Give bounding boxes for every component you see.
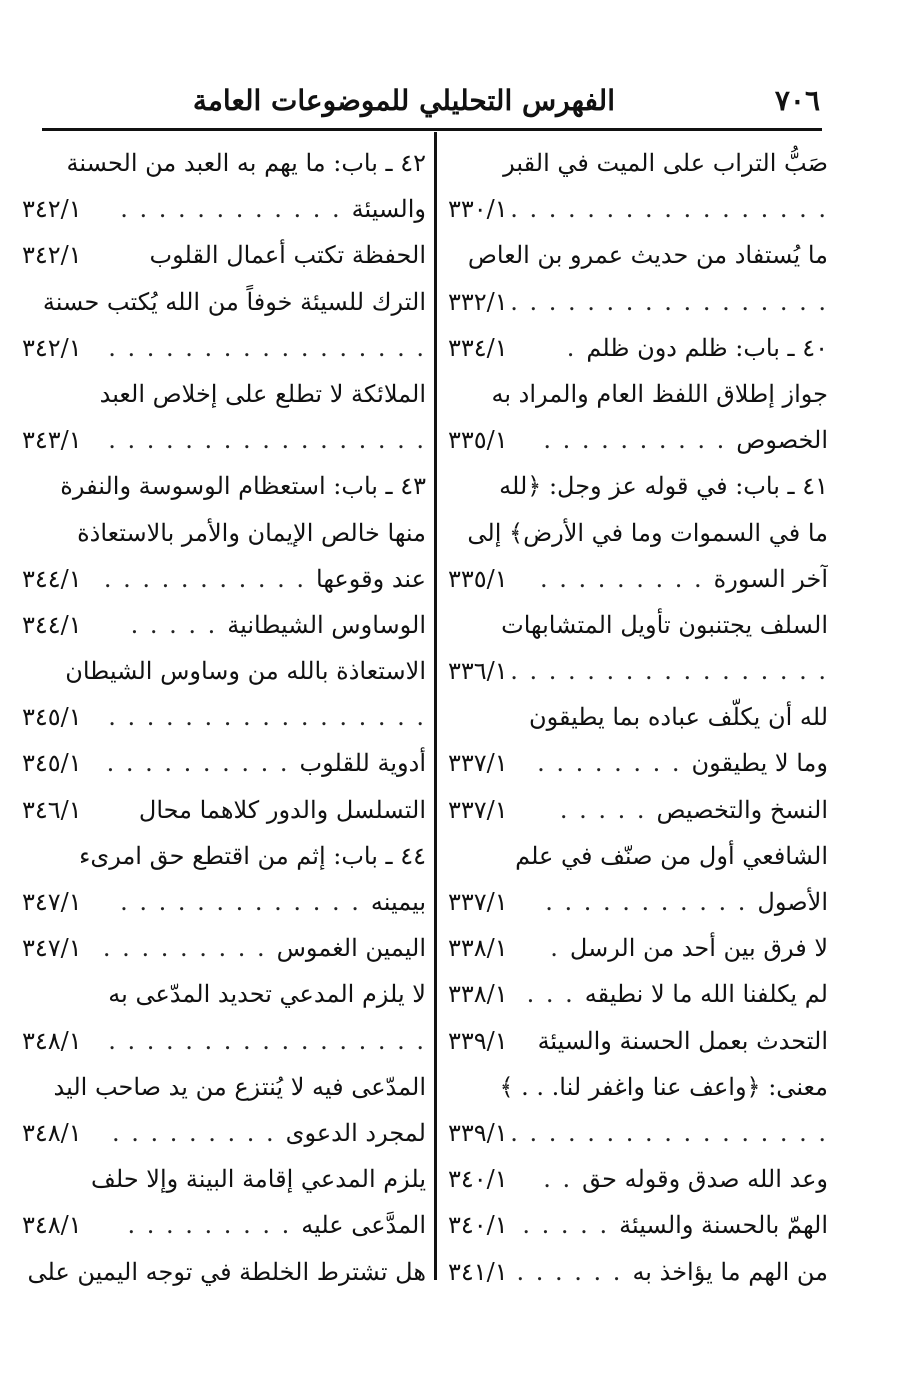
index-entry xyxy=(448,648,828,694)
index-entry xyxy=(22,417,426,463)
index-entry xyxy=(448,232,828,278)
page-reference: ٣٤٥/١ xyxy=(22,749,82,778)
entry-text: لم يكلفنا الله ما لا نطيقه xyxy=(584,980,828,1009)
index-entry xyxy=(448,1156,828,1202)
index-entry xyxy=(448,279,828,325)
leader-dots: . . . . . . . . . . . xyxy=(545,888,748,916)
entry-text: أدوية للقلوب xyxy=(299,749,426,778)
index-entry xyxy=(22,787,426,833)
leader-dots: . xyxy=(566,333,577,362)
page-reference: ٣٤٧/١ xyxy=(22,934,82,963)
leader-dots: . . . . . . . . . . . . . . . . . xyxy=(510,1118,828,1147)
index-entry xyxy=(448,602,828,648)
entry-text: اليمين الغموس xyxy=(276,934,426,963)
entry-text: النسخ والتخصيص xyxy=(656,795,828,824)
index-entry xyxy=(22,371,426,417)
entry-text: التسلسل والدور كلاهما محال xyxy=(138,795,426,824)
page-reference: ٣٣٢/١ xyxy=(448,287,508,316)
index-entry xyxy=(22,971,426,1017)
entry-text: السلف يجتنبون تأويل المتشابهات xyxy=(501,610,828,639)
index-entry xyxy=(22,648,426,694)
leader-dots: . . . . . . xyxy=(516,1257,623,1286)
leader-dots: . . . . . xyxy=(559,795,647,824)
leader-dots: . . . . . . . . . . . . . . . . . xyxy=(108,426,426,455)
page-reference: ٣٣٧/١ xyxy=(448,888,508,916)
entry-text: ٤٤ ـ باب: إثم من اقتطع حق امرىء xyxy=(79,841,426,870)
entry-text: وما لا يطيقون xyxy=(691,749,828,778)
page-reference: ٣٤٣/١ xyxy=(22,426,82,455)
page-reference: ٣٣٧/١ xyxy=(448,795,508,824)
entry-text: من الهم ما يؤاخذ به xyxy=(632,1257,828,1286)
index-entry xyxy=(448,463,828,509)
page-reference: ٣٤٠/١ xyxy=(448,1211,508,1240)
entry-text: يلزم المدعي إقامة البينة وإلا حلف xyxy=(91,1165,426,1194)
index-entry xyxy=(22,140,426,186)
entry-text: آخر السورة xyxy=(713,564,828,593)
page-reference: ٣٣٤/١ xyxy=(448,333,508,362)
leader-dots: . . . . . . . . . xyxy=(127,1211,292,1240)
entry-text: ما يُستفاد من حديث عمرو بن العاص xyxy=(467,241,828,270)
index-entry xyxy=(448,556,828,602)
index-entry xyxy=(448,833,828,879)
index-entry xyxy=(22,694,426,740)
page-reference: ٣٤٨/١ xyxy=(22,1118,82,1147)
index-entry xyxy=(22,186,426,232)
left-column xyxy=(22,140,426,1295)
entry-text: ٤١ ـ باب: في قوله عز وجل: ﴿لله xyxy=(499,472,828,501)
index-entry xyxy=(22,232,426,278)
entry-text: لمجرد الدعوى xyxy=(285,1118,426,1147)
page-reference: ٣٤٦/١ xyxy=(22,795,82,824)
page-reference: ٣٤٢/١ xyxy=(22,241,82,270)
column-divider xyxy=(434,132,437,1280)
page-reference: ٣٣٦/١ xyxy=(448,657,508,686)
page-reference: ٣٣٩/١ xyxy=(448,1118,508,1147)
leader-dots: . . . . . . . . . . . . xyxy=(120,195,342,224)
leader-dots: . . . . . . . . . xyxy=(111,1118,276,1147)
entry-text: المدَّعى عليه xyxy=(301,1211,426,1240)
index-entry xyxy=(22,1064,426,1110)
entry-text: الاستعاذة بالله من وساوس الشيطان xyxy=(65,657,426,686)
page-reference: ٣٣٠/١ xyxy=(448,195,508,224)
entry-text: ٤٢ ـ باب: ما يهم به العبد من الحسنة xyxy=(66,149,426,177)
entry-text: الأصول xyxy=(757,888,828,916)
entry-text: جواز إطلاق اللفظ العام والمراد به xyxy=(491,379,828,408)
page-header xyxy=(40,78,820,128)
page-reference: ٣٤٨/١ xyxy=(22,1026,82,1055)
index-entry xyxy=(448,971,828,1017)
leader-dots: . . . . . . . . . . xyxy=(106,749,290,778)
leader-dots: . . . . . . . . xyxy=(537,749,682,778)
leader-dots: . . . . . . . . . . . . . . . . . xyxy=(108,1026,426,1055)
leader-dots: . . . . . . . . . . . xyxy=(103,564,307,593)
index-entry xyxy=(22,602,426,648)
leader-dots: . . . . . . . . . . . . . xyxy=(120,888,361,916)
page-number: ٧٠٦ xyxy=(774,84,820,117)
page-reference: ٣٣٥/١ xyxy=(448,426,508,455)
index-entry xyxy=(448,186,828,232)
index-entry xyxy=(448,1202,828,1248)
page-reference: ٣٤٨/١ xyxy=(22,1211,82,1240)
entry-text: الحفظة تكتب أعمال القلوب xyxy=(149,241,426,270)
index-entry xyxy=(448,371,828,417)
entry-text: الملائكة لا تطلع على إخلاص العبد xyxy=(99,379,426,408)
page-reference: ٣٣٧/١ xyxy=(448,749,508,778)
leader-dots: . . . . . . . . . . . . . . . . . xyxy=(510,195,828,224)
index-entry xyxy=(448,879,828,925)
entry-text: الترك للسيئة خوفاً من الله يُكتب حسنة xyxy=(42,287,426,316)
index-entry xyxy=(22,1018,426,1064)
entry-text: ٤٣ ـ باب: استعظام الوسوسة والنفرة xyxy=(60,472,426,501)
leader-dots: . . . . . . . . . . xyxy=(543,426,727,455)
page-reference: ٣٤٠/١ xyxy=(448,1165,508,1194)
index-entry xyxy=(448,925,828,971)
entry-text: لا يلزم المدعي تحديد المدّعى به xyxy=(108,980,426,1009)
entry-text: التحدث بعمل الحسنة والسيئة xyxy=(537,1026,828,1055)
index-entry xyxy=(448,510,828,556)
leader-dots: . . . . . xyxy=(130,610,218,639)
index-entry xyxy=(22,1249,426,1295)
leader-dots: . . . . . . . . . . . . . . . . . xyxy=(510,657,828,686)
index-entry xyxy=(22,1202,426,1248)
leader-dots: . . . . . . . . . . . . . . . . . xyxy=(510,287,828,316)
index-entry xyxy=(448,694,828,740)
index-entry xyxy=(22,510,426,556)
index-entry xyxy=(448,787,828,833)
page-reference: ٣٣٨/١ xyxy=(448,980,508,1009)
leader-dots: . . . . . . . . . xyxy=(539,564,704,593)
index-entry xyxy=(448,1110,828,1156)
entry-text: ما في السموات وما في الأرض﴾ إلى xyxy=(467,518,828,547)
entry-text: الهمّ بالحسنة والسيئة xyxy=(619,1211,828,1240)
leader-dots: . xyxy=(550,934,560,963)
entry-text: ٤٠ ـ باب: ظلم دون ظلم xyxy=(586,333,828,362)
index-entry xyxy=(22,556,426,602)
right-column xyxy=(448,140,828,1295)
entry-text: عند وقوعها xyxy=(316,564,426,593)
page-reference: ٣٤٥/١ xyxy=(22,703,82,732)
index-entry xyxy=(448,1064,828,1110)
page-reference: ٣٤٤/١ xyxy=(22,564,82,593)
leader-dots: . . . . . . . . . xyxy=(102,934,267,963)
entry-text: الخصوص xyxy=(736,426,828,455)
index-entry xyxy=(448,417,828,463)
page-reference: ٣٤٤/١ xyxy=(22,610,82,639)
entry-text: الشافعي أول من صنّف في علم xyxy=(515,841,828,870)
leader-dots: . . . xyxy=(526,980,575,1009)
index-entry xyxy=(22,1156,426,1202)
header-rule xyxy=(42,128,822,131)
page-reference: ٣٣٥/١ xyxy=(448,564,508,593)
entry-text: وعد الله صدق وقوله حق xyxy=(582,1165,828,1194)
index-entry xyxy=(22,925,426,971)
entry-text: بيمينه xyxy=(370,888,426,916)
leader-dots: . . . . . xyxy=(522,1211,610,1240)
index-entry xyxy=(22,463,426,509)
leader-dots: . . xyxy=(543,1165,573,1194)
page-reference: ٣٤٧/١ xyxy=(22,888,82,916)
leader-dots: . . . . . . . . . . . . . . . . . xyxy=(108,333,426,362)
entry-text: هل تشترط الخلطة في توجه اليمين على xyxy=(27,1257,426,1286)
index-entry xyxy=(22,879,426,925)
entry-text: لله أن يكلّف عباده بما يطيقون xyxy=(528,703,828,732)
index-entry xyxy=(448,325,828,371)
index-entry xyxy=(22,740,426,786)
entry-text: لا فرق بين أحد من الرسل xyxy=(569,934,828,963)
page-title: الفهرس التحليلي للموضوعات العامة xyxy=(192,84,615,117)
index-entry xyxy=(22,833,426,879)
page-reference: ٣٣٩/١ xyxy=(448,1026,508,1055)
entry-text: معنى: ﴿واعف عنا واغفر لنا. . . ﴾ xyxy=(499,1072,828,1101)
entry-text: منها خالص الإيمان والأمر بالاستعاذة xyxy=(77,518,426,547)
page-reference: ٣٤٢/١ xyxy=(22,333,82,362)
page-reference: ٣٣٨/١ xyxy=(448,934,508,963)
page-reference: ٣٤١/١ xyxy=(448,1257,508,1286)
page-reference: ٣٤٢/١ xyxy=(22,195,82,224)
index-entry xyxy=(22,325,426,371)
leader-dots: . . . . . . . . . . . . . . . . . xyxy=(108,703,426,732)
index-entry xyxy=(22,1110,426,1156)
entry-text: المدّعى فيه لا يُنتزع من يد صاحب اليد xyxy=(53,1072,426,1101)
index-entry xyxy=(448,140,828,186)
index-entry xyxy=(448,1249,828,1295)
index-entry xyxy=(448,1018,828,1064)
entry-text: الوساوس الشيطانية xyxy=(227,610,426,639)
index-entry xyxy=(448,740,828,786)
entry-text: والسيئة xyxy=(351,195,426,224)
index-entry xyxy=(22,279,426,325)
entry-text: صَبُّ التراب على الميت في القبر xyxy=(503,149,828,177)
